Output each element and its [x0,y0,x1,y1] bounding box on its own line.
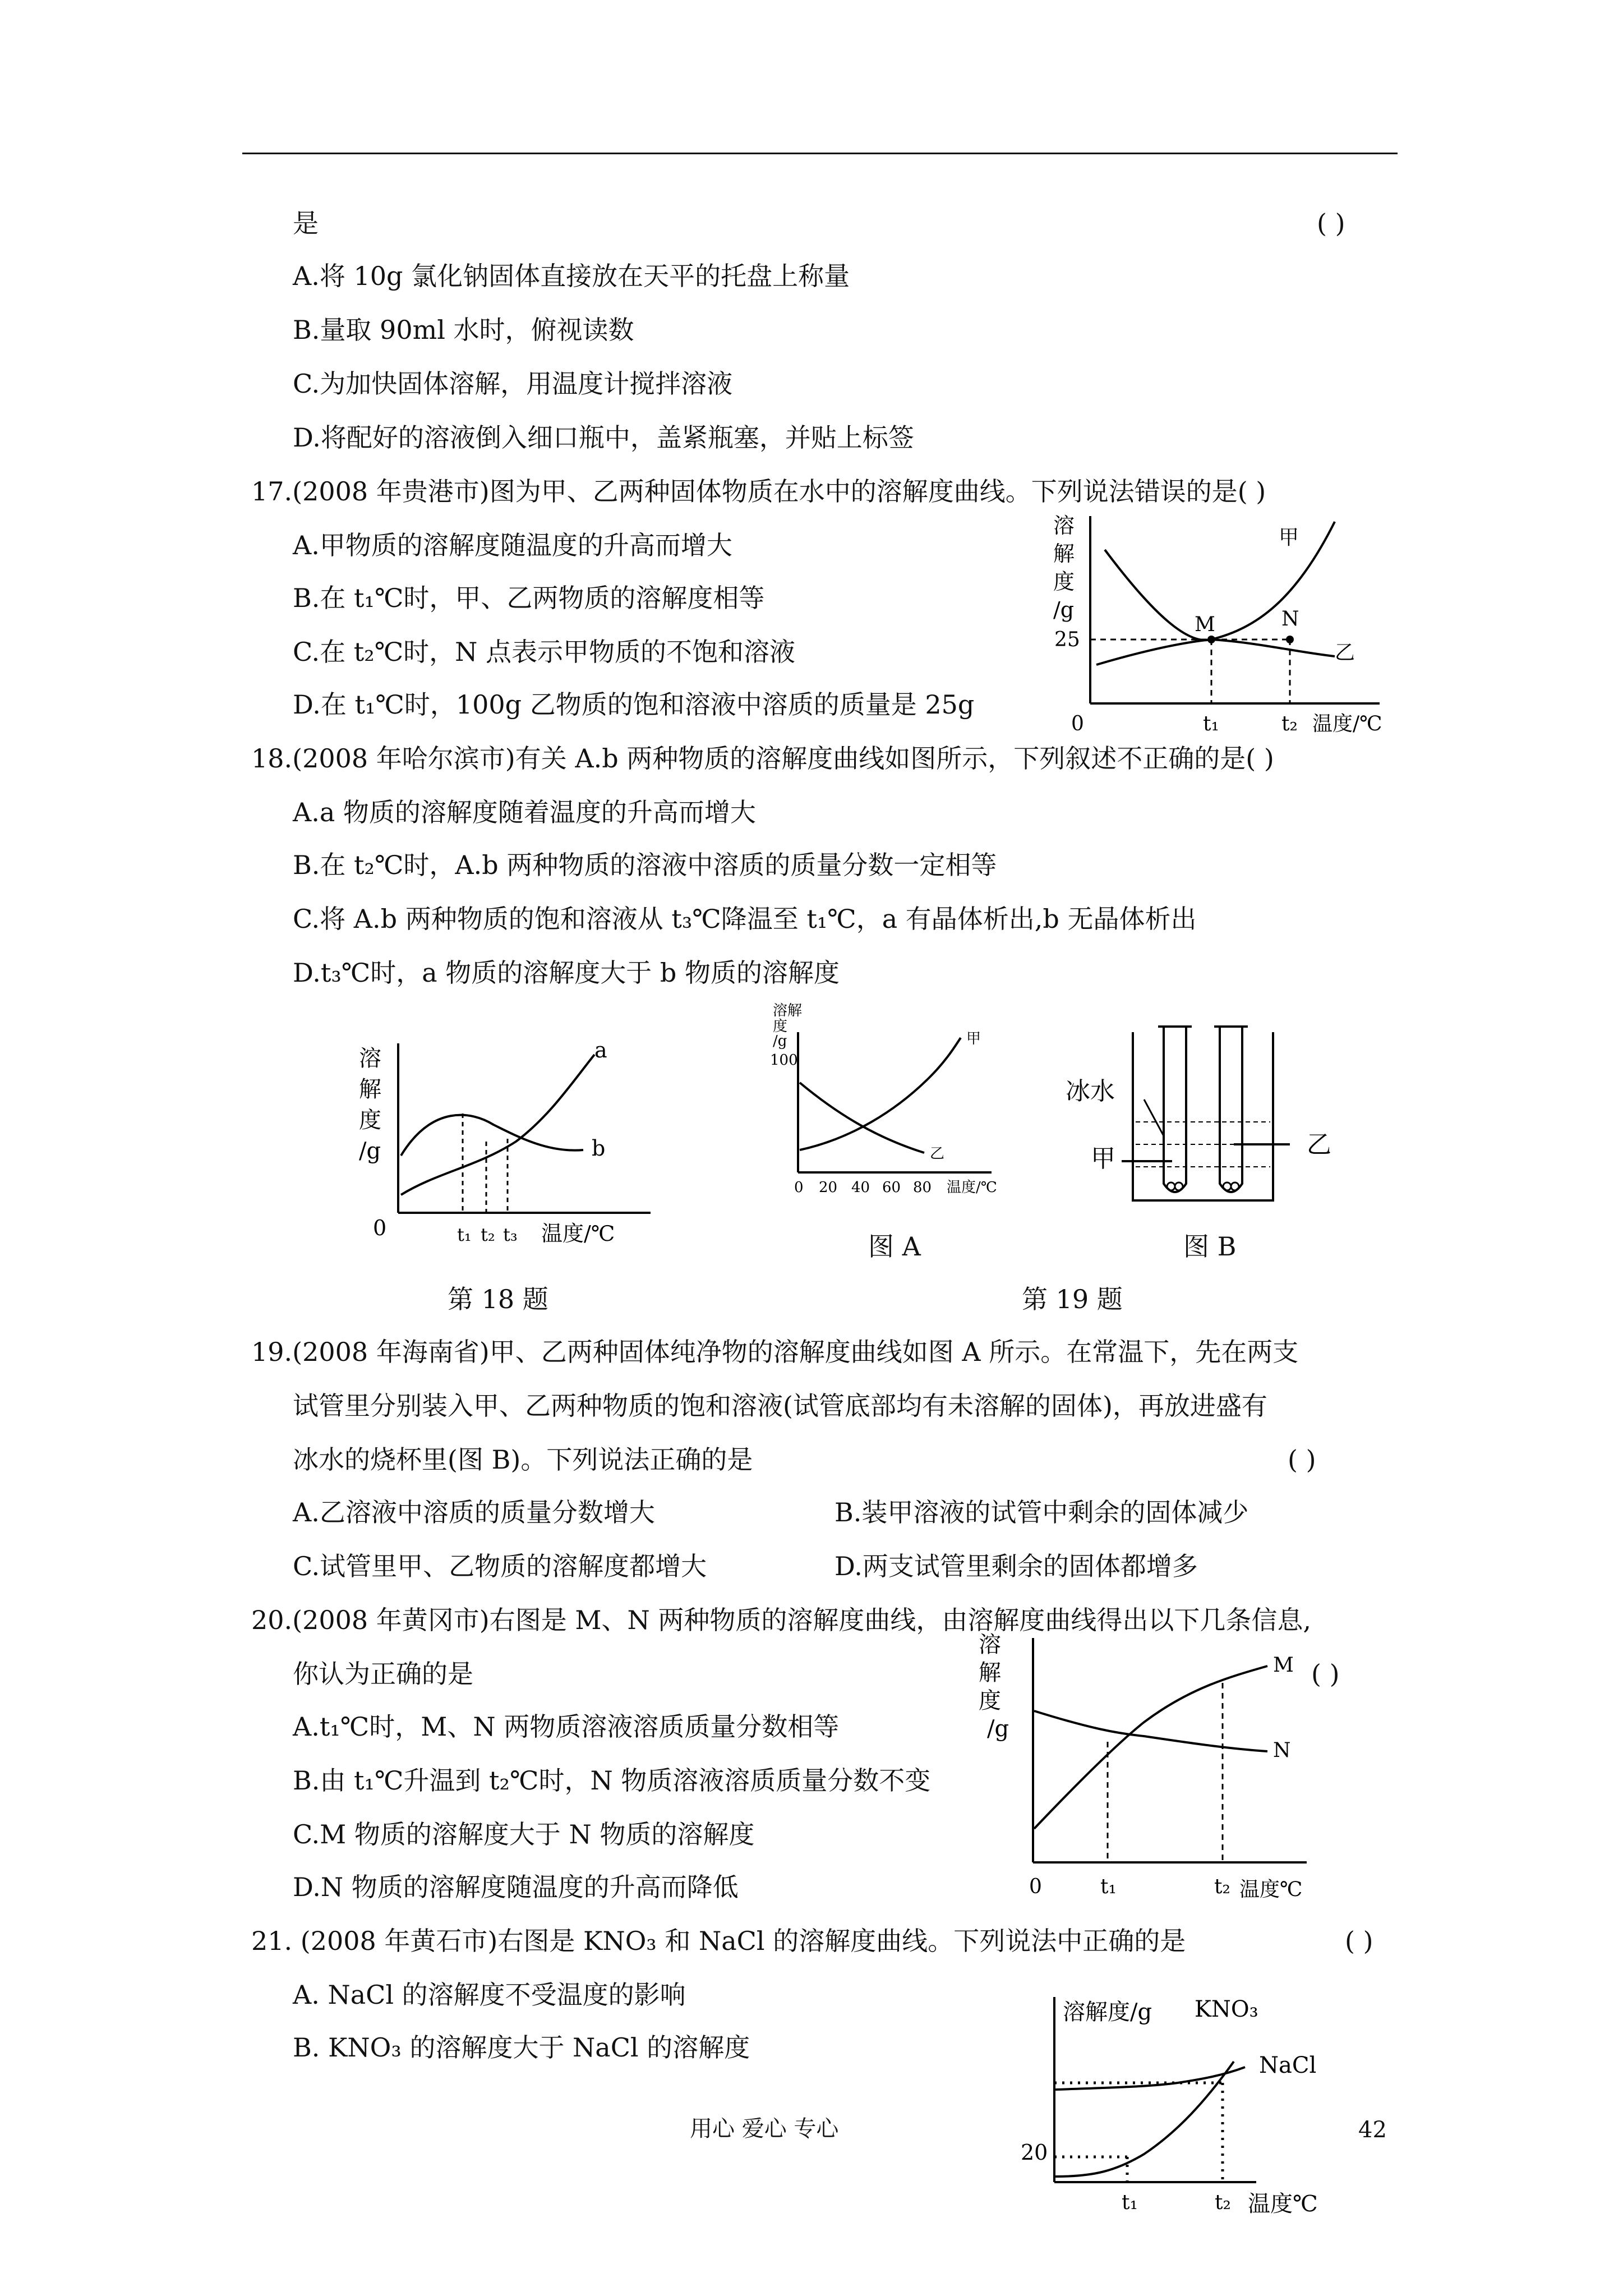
q20-option-c: C.M 物质的溶解度大于 N 物质的溶解度 [293,1819,755,1849]
fig17-xlabel: 温度/℃ [1312,712,1382,735]
header-rule [242,153,1398,154]
fig18-xlabel: 温度/℃ [541,1221,615,1246]
figa-tick-20: 20 [819,1179,838,1196]
q21-solubility-figure [1009,1991,1324,2227]
q16-option-a: A.将 10g 氯化钠固体直接放在天平的托盘上称量 [293,261,850,291]
figa-tick-40: 40 [851,1179,870,1196]
q19-option-c: C.试管里甲、乙物质的溶解度都增大 [293,1551,707,1581]
fig17-label-yi: 乙 [1335,641,1355,664]
fig17-point-n [1286,636,1294,643]
fig20-label-n: N [1273,1739,1291,1762]
q19-stem-line2: 试管里分别装入甲、乙两种物质的饱和溶液(试管底部均有未溶解的固体)，再放进盛有 [293,1391,1267,1421]
fig18-curve-b [401,1115,583,1156]
fig21-tick-t1: t₁ [1122,2191,1138,2214]
fig21-label-kno3: KNO₃ [1195,1996,1258,2022]
figa-curve-yi [800,1083,924,1153]
fig18-ylabel-4: /g [359,1138,381,1164]
q21-answer-paren: ( ) [1345,1926,1373,1956]
fig17-curve-jia [1105,522,1335,640]
q20-option-d: D.N 物质的溶解度随温度的升高而降低 [293,1872,739,1902]
fig21-xlabel: 温度℃ [1248,2191,1318,2217]
fig17-tick-t2: t₂ [1281,712,1298,735]
fig17-ylabel-2: 解 [1053,541,1075,566]
fig21-label-nacl: NaCl [1259,2053,1317,2078]
q18-option-d: D.t₃℃时，a 物质的溶解度大于 b 物质的溶解度 [293,958,840,988]
fig17-label-n: N [1281,608,1299,631]
q20-option-a: A.t₁℃时，M、N 两物质溶液溶质质量分数相等 [293,1711,840,1742]
fig20-ylabel-3: 度 [979,1688,1001,1714]
q17-option-a: A.甲物质的溶解度随温度的升高而增大 [293,530,732,560]
fig18-tick-t2: t₂ [481,1224,495,1245]
fig18-ylabel-1: 溶 [359,1046,381,1071]
q17-option-b: B.在 t₁℃时，甲、乙两物质的溶解度相等 [293,583,765,613]
fig18-tick-t3: t₃ [503,1224,518,1245]
q18-solubility-figure [348,1032,695,1257]
fig-b-caption: 图 B [1183,1231,1237,1262]
fig18-origin: 0 [373,1216,387,1240]
fig21-ylabel: 溶解度/g [1063,1999,1152,2025]
fig18-tick-t1: t₁ [457,1224,472,1245]
q17-solubility-figure [1043,505,1402,752]
figb-label-jia: 甲 [1091,1144,1115,1173]
q18-option-b: B.在 t₂℃时，A.b 两种物质的溶液中溶质的质量分数一定相等 [293,850,997,880]
figa-label-yi: 乙 [930,1145,945,1162]
q21-option-a: A. NaCl 的溶解度不受温度的影响 [293,1980,686,2010]
fig17-point-m [1207,636,1215,643]
q16-option-d: D.将配好的溶液倒入细口瓶中，盖紧瓶塞，并贴上标签 [293,422,914,453]
q19-figure-b [1060,1015,1352,1228]
fig20-label-m: M [1273,1654,1294,1677]
figa-label-jia: 甲 [966,1030,981,1047]
q20-stem-line1: 20.(2008 年黄冈市)右图是 M、N 两种物质的溶解度曲线，由溶解度曲线得出以下几条信息, [251,1605,1311,1635]
q19-stem-line3: 冰水的烧杯里(图 B)。下列说法正确的是 [293,1444,753,1475]
q19-option-d: D.两支试管里剩余的固体都增多 [834,1551,1198,1581]
q17-option-c: C.在 t₂℃时，N 点表示甲物质的不饱和溶液 [293,637,796,667]
figa-tick-0: 0 [794,1179,804,1196]
figb-label-yi: 乙 [1307,1130,1331,1159]
figa-ylabel-3: /g [773,1033,787,1050]
fig20-tick-t2: t₂ [1214,1875,1230,1898]
figa-curve-jia [800,1038,961,1150]
figb-label-ice: 冰水 [1066,1077,1115,1106]
fig17-ylabel-3: 度 [1053,569,1075,594]
page-number: 42 [1358,2117,1387,2143]
fig18-label-a: a [594,1038,607,1062]
q21-stem: 21. (2008 年黄石市)右图是 KNO₃ 和 NaCl 的溶解度曲线。下列说法中正确的是 [251,1926,1186,1956]
q20-answer-paren: ( ) [1311,1659,1340,1689]
fig20-tick-t1: t₁ [1100,1875,1117,1898]
q21-option-b: B. KNO₃ 的溶解度大于 NaCl 的溶解度 [293,2032,750,2063]
fig17-label-jia: 甲 [1279,526,1299,549]
figa-tick-100: 100 [770,1052,798,1069]
q16-answer-paren: ( ) [1317,208,1345,238]
fig17-ylabel-4: /g [1053,597,1075,622]
q19-answer-paren: ( ) [1288,1444,1316,1475]
q19-figure-a [767,999,1025,1223]
figa-xlabel: 温度/℃ [947,1179,997,1196]
q19-caption: 第 19 题 [1022,1284,1123,1314]
fig18-ylabel-2: 解 [359,1076,381,1102]
q19-option-b: B.装甲溶液的试管中剩余的固体减少 [834,1497,1249,1527]
fig17-curve-yi [1096,639,1335,665]
q17-option-d: D.在 t₁℃时，100g 乙物质的饱和溶液中溶质的质量是 25g [293,689,975,720]
fig20-ylabel-1: 溶 [979,1632,1001,1658]
q18-stem: 18.(2008 年哈尔滨市)有关 A.b 两种物质的溶解度曲线如图所示，下列叙述不正确的是( ) [251,743,1274,774]
figa-tick-60: 60 [882,1179,901,1196]
q16-option-c: C.为加快固体溶解，用温度计搅拌溶液 [293,369,733,399]
footer-motto: 用心 爱心 专心 [690,2116,839,2142]
fig21-tick-t2: t₂ [1215,2191,1231,2214]
q18-caption: 第 18 题 [448,1284,548,1314]
fig21-tick-20: 20 [1021,2140,1048,2165]
fig18-ylabel-3: 度 [359,1107,381,1133]
fig17-tick-25: 25 [1054,628,1080,651]
q20-option-b: B.由 t₁℃升温到 t₂℃时，N 物质溶液溶质质量分数不变 [293,1765,931,1796]
fig20-ylabel-4: /g [987,1716,1009,1742]
fig17-ylabel-1: 溶 [1053,513,1075,538]
figa-ylabel-1: 溶解 [773,1002,803,1019]
fig20-xlabel: 温度℃ [1239,1878,1303,1901]
fig17-tick-t1: t₁ [1203,712,1219,735]
fig18-label-b: b [592,1136,606,1161]
fig17-label-m: M [1195,613,1215,636]
q16-stem-end: 是 [293,208,319,238]
fig17-origin: 0 [1071,712,1084,735]
q18-option-c: C.将 A.b 两种物质的饱和溶液从 t₃℃降温至 t₁℃，a 有晶体析出,b 无晶体析出 [293,904,1197,934]
q16-option-b: B.量取 90ml 水时，俯视读数 [293,315,634,345]
q19-option-a: A.乙溶液中溶质的质量分数增大 [293,1497,655,1527]
q18-option-a: A.a 物质的溶解度随着温度的升高而增大 [293,797,756,827]
fig-a-caption: 图 A [868,1231,921,1262]
figa-tick-80: 80 [913,1179,932,1196]
q17-stem: 17.(2008 年贵港市)图为甲、乙两种固体物质在水中的溶解度曲线。下列说法错误的是( ) [251,476,1266,507]
fig20-ylabel-2: 解 [979,1660,1001,1686]
q19-stem-line1: 19.(2008 年海南省)甲、乙两种固体纯净物的溶解度曲线如图 A 所示。在常温下，先在两支 [251,1337,1299,1367]
q20-stem-line2: 你认为正确的是 [293,1659,473,1689]
q20-solubility-figure [976,1627,1368,1918]
figa-ylabel-2: 度 [773,1018,788,1035]
fig20-origin: 0 [1029,1875,1042,1898]
